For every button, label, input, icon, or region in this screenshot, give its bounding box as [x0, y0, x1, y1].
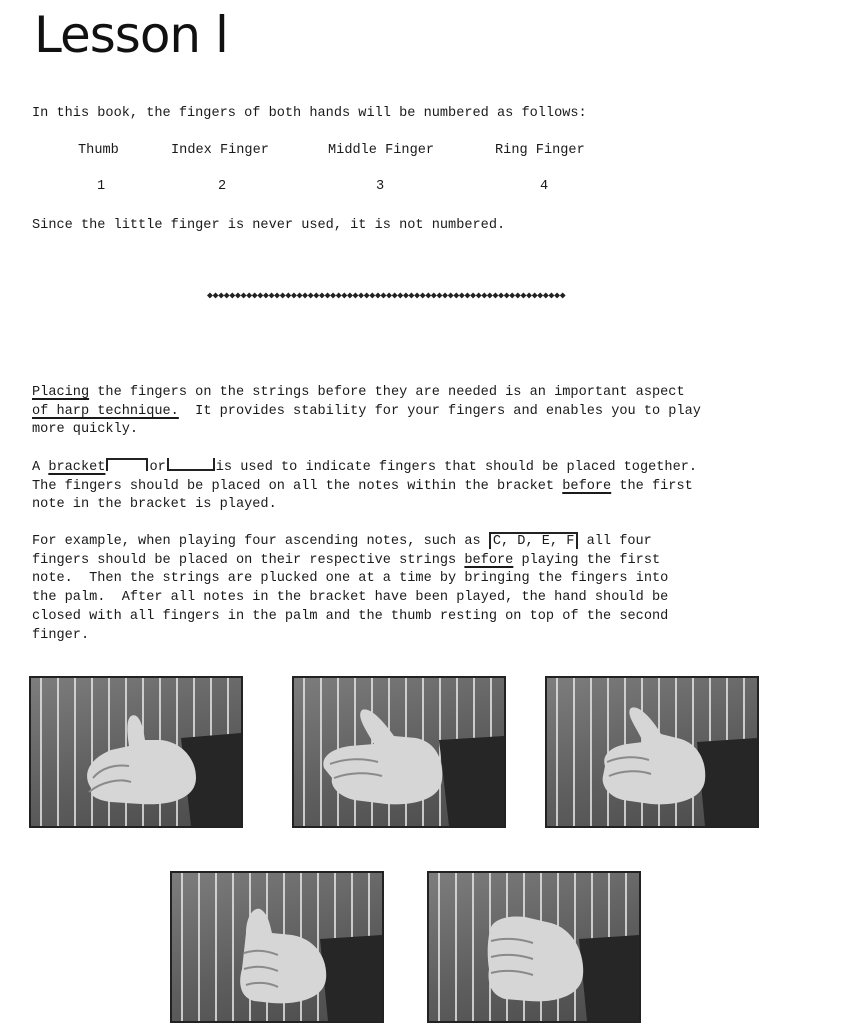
photo-hand-2 [292, 676, 506, 828]
lesson-title: Lesson l [34, 6, 228, 64]
little-finger-note: Since the little finger is never used, it is not numbered. [32, 218, 506, 233]
bracket-line1: is used to indicate fingers that should be placed together. [215, 460, 698, 475]
hand-on-strings-illustration [294, 678, 504, 826]
finger-number-middle: 3 [376, 179, 385, 194]
example-notes-bracket: C, D, E, F [489, 532, 579, 549]
example-line2-pre: fingers should be placed on their respective strings [32, 552, 465, 568]
bracket-open-symbol [106, 458, 148, 471]
bracket-prefix: A [32, 460, 49, 475]
photo-hand-5 [427, 871, 641, 1023]
finger-label-thumb: Thumb [78, 143, 119, 158]
example-line4: the palm. After all notes in the bracket have been played, the hand should be [32, 590, 669, 606]
hand-on-strings-illustration [172, 873, 382, 1021]
photo-hand-1 [29, 676, 243, 828]
photo-hand-4 [170, 871, 384, 1023]
bracket-term: bracket [48, 460, 106, 475]
finger-number-thumb: 1 [97, 179, 106, 194]
diamond-divider: ◆◆◆◆◆◆◆◆◆◆◆◆◆◆◆◆◆◆◆◆◆◆◆◆◆◆◆◆◆◆◆◆◆◆◆◆◆◆◆◆◆◆◆◆◆◆◆◆◆◆◆◆◆◆◆◆◆◆◆◆◆◆◆◆ [207, 291, 566, 301]
example-line1-pre: For example, when playing four ascending notes, such as [32, 534, 489, 549]
bracket-before-em: before [562, 478, 612, 494]
bracket-line3: note in the bracket is played. [32, 497, 277, 513]
example-line3: note. Then the strings are plucked one at a time by bringing the fingers into [32, 571, 669, 587]
example-line1-post: all four [578, 534, 652, 549]
example-line6: finger. [32, 627, 90, 643]
hand-on-strings-illustration [429, 873, 639, 1021]
photo-hand-3 [545, 676, 759, 828]
finger-number-index: 2 [218, 179, 227, 194]
example-line2-post: playing the first [513, 552, 661, 568]
example-line5: closed with all fingers in the palm and the thumb resting on top of the second [32, 608, 669, 624]
intro-text: In this book, the fingers of both hands will be numbered as follows: [32, 106, 587, 121]
placing-term: Placing [32, 385, 90, 400]
finger-label-middle: Middle Finger [328, 143, 435, 158]
placing-paragraph [32, 384, 701, 440]
hand-on-strings-illustration [31, 678, 241, 826]
finger-number-ring: 4 [540, 179, 549, 194]
bracket-line2-post: the first [611, 478, 693, 494]
placing-line2-term: of harp technique. [32, 403, 179, 419]
finger-label-index: Index Finger [171, 143, 269, 158]
placing-line3: more quickly. [32, 422, 139, 438]
placing-line2: It provides stability for your fingers and enables you to play [178, 403, 701, 419]
example-paragraph [32, 533, 668, 645]
example-before-em: before [464, 552, 514, 568]
bracket-line2-pre: The fingers should be placed on all the notes within the bracket [32, 478, 563, 494]
bracket-or: or [149, 460, 166, 475]
placing-line1: the fingers on the strings before they are needed is an important aspect [89, 385, 685, 400]
finger-numbers-row [0, 179, 864, 199]
hand-on-strings-illustration [547, 678, 757, 826]
bracket-close-symbol [167, 458, 215, 471]
bracket-paragraph [32, 458, 697, 515]
finger-labels-row [0, 143, 864, 163]
finger-label-ring: Ring Finger [495, 143, 585, 158]
